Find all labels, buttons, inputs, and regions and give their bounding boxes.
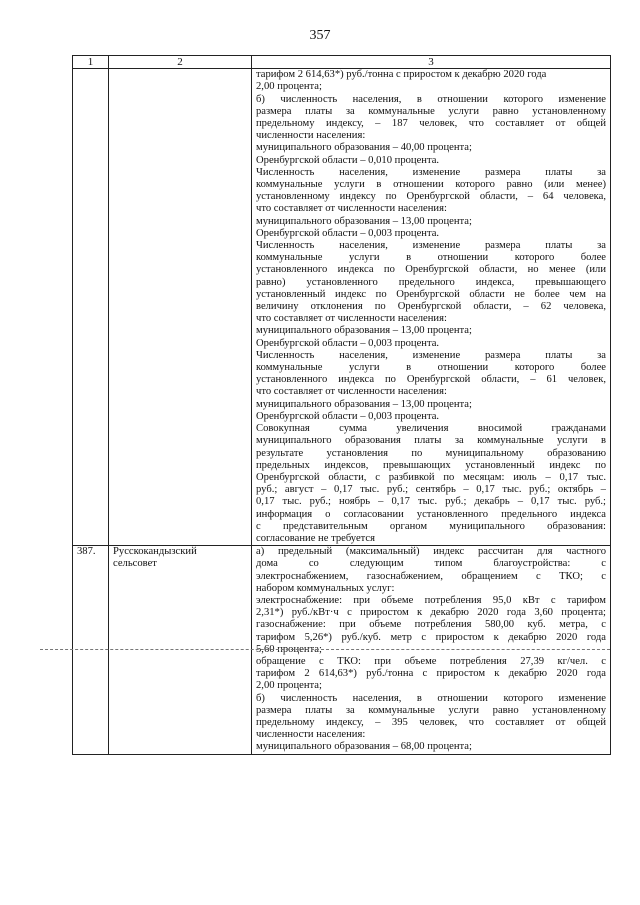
text-line: муниципального образования платы за коммунальные услуги в — [256, 435, 606, 447]
text-line: предельному индексу, – 395 человек, что составляет от общей — [256, 716, 606, 728]
text-line: численности населения: — [256, 130, 366, 142]
text-line: руб.; август – 0,17 тыс. руб.; сентябрь – 0,17 тыс. руб.; октябрь – — [256, 484, 606, 496]
text-line: б) численность населения, в отношении которого изменение — [256, 692, 606, 704]
text-line: дома со следующим типом благоустройства: с — [256, 558, 606, 570]
text-line: тарифом 2 614,63*) руб./тонна с приростом к декабрю 2020 года — [256, 69, 547, 81]
text-line: 2,31*) руб./кВт·ч с приростом к декабрю 2020 года 3,60 процента; — [256, 607, 606, 619]
text-line: что составляет от численности населения: — [256, 386, 447, 398]
text-line: что составляет от численности населения: — [256, 203, 447, 215]
header-col-1: 1 — [73, 56, 109, 69]
scan-fold-line — [40, 649, 610, 650]
text-line: с представительным органом муниципального образования: — [256, 520, 606, 532]
text-line: установленный индекс по Оренбургской области не более чем на — [256, 288, 606, 300]
text-line: набором коммунальных услуг: — [256, 582, 395, 594]
text-line: муниципального образования – 13,00 процента; — [256, 398, 472, 410]
text-line: электроснабжением, газоснабжением, обращением с ТКО; с — [256, 570, 606, 582]
settlement-name-line-2: сельсовет — [113, 558, 157, 570]
row-number-cell — [73, 69, 109, 546]
table-row-continued — [73, 69, 611, 546]
text-line: размера платы за коммунальные услуги равно установленному — [256, 704, 606, 716]
row-number: 387. — [73, 546, 109, 754]
text-line: предельному индексу, – 187 человек, что составляет от общей — [256, 118, 606, 130]
text-line: Оренбургской области – 0,010 процента. — [256, 154, 440, 166]
header-col-3: 3 — [252, 56, 611, 69]
text-line: 2,00 процента; — [256, 81, 322, 93]
text-line: установленного индекса по Оренбургской области, – 61 человек, — [256, 374, 606, 386]
text-line: что составляет от численности населения: — [256, 313, 447, 325]
text-line: обращение с ТКО: при объеме потребления 27,39 кг/чел. с — [256, 655, 606, 667]
settlement-name-line-1: Русскокандызский — [113, 546, 197, 558]
page-number: 357 — [309, 28, 331, 43]
text-line: численности населения: — [256, 729, 366, 741]
text-line: Оренбургской области – 0,003 процента. — [256, 227, 440, 239]
text-line: муниципального образования – 40,00 процента; — [256, 142, 472, 154]
text-line: Оренбургской области – 0,003 процента. — [256, 410, 440, 422]
text-line: Численность населения, изменение размера платы за — [256, 166, 606, 178]
text-line: б) численность населения, в отношении которого изменение — [256, 93, 606, 105]
header-col-2: 2 — [109, 56, 252, 69]
text-line: согласование не требуется — [256, 532, 376, 544]
text-line: предельных индексов, превышающих установленный индекс по — [256, 459, 606, 471]
text-line: 2,00 процента; — [256, 680, 322, 692]
text-line: Совокупная сумма увеличения вносимой гражданами — [256, 423, 606, 435]
text-line: электроснабжение: при объеме потребления 95,0 кВт с тарифом — [256, 594, 606, 606]
text-line: коммунальные услуги в отношении которого более — [256, 362, 606, 374]
text-line: установленному индексу по Оренбургской области, – 64 человека, — [256, 191, 606, 203]
text-line: информация о согласовании установленного предельного индекса — [256, 508, 606, 520]
text-line: Численность населения, изменение размера платы за — [256, 349, 606, 361]
text-line: муниципального образования – 13,00 процента; — [256, 215, 472, 227]
text-line: 0,17 тыс. руб.; ноябрь – 0,17 тыс. руб.; декабрь – 0,17 тыс. руб.; — [256, 496, 606, 508]
text-line: газоснабжение: при объеме потребления 580,00 куб. метра, с — [256, 619, 606, 631]
text-line: Оренбургской области, с разбивкой по месяцам: июль – 0,17 тыс. — [256, 471, 606, 483]
text-line: коммунальные услуги в отношении которого более — [256, 252, 606, 264]
text-line: тарифом 5,26*) руб./куб. метр с приростом к декабрю 2020 года — [256, 631, 606, 643]
text-line: размера платы за коммунальные услуги равно установленному — [256, 105, 606, 117]
row-text-cell — [252, 69, 611, 546]
row-name-cell — [109, 69, 252, 546]
text-line: муниципального образования – 68,00 процента; — [256, 741, 472, 753]
text-line: равно) установленного предельного индекса, превышающего — [256, 276, 606, 288]
text-line: Численность населения, изменение размера платы за — [256, 240, 606, 252]
text-line: коммунальные услуги в отношении которого равно (или менее) — [256, 179, 606, 191]
text-line: установленного индекса по Оренбургской области, но менее (или — [256, 264, 606, 276]
text-line: тарифом 2 614,63*) руб./тонна с приростом к декабрю 2020 года — [256, 668, 606, 680]
text-line: результате установления по муниципальному образованию — [256, 447, 606, 459]
table-header-row — [73, 56, 611, 69]
text-line: 5,60 процента; — [256, 643, 322, 655]
text-line: Оренбургской области – 0,003 процента. — [256, 337, 440, 349]
text-line: величину отклонения по Оренбургской области, – 62 человека, — [256, 301, 606, 313]
text-line: а) предельный (максимальный) индекс рассчитан для частного — [256, 546, 606, 558]
text-line: муниципального образования – 13,00 процента; — [256, 325, 472, 337]
